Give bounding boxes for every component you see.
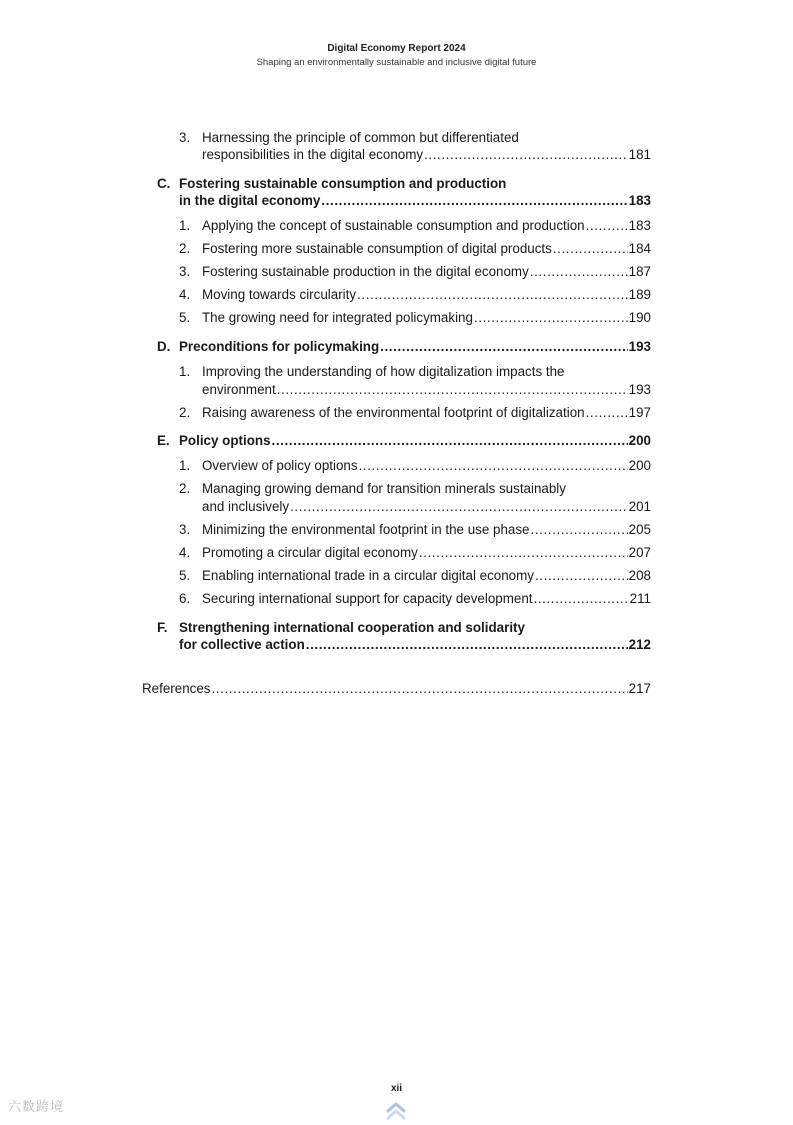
toc-entry-references[interactable]: [142, 680, 651, 698]
toc-page-number: 201: [628, 499, 651, 514]
leader-dots: [586, 404, 628, 422]
toc-entry-c2[interactable]: [202, 240, 651, 258]
toc-item-text: Promoting a circular digital economy: [202, 545, 418, 560]
toc-page-number: 200: [628, 458, 651, 473]
toc-item-text: Managing growing demand for transition minerals sustainably: [202, 481, 566, 496]
leader-dots: [553, 240, 628, 258]
toc-section-letter: F.: [157, 620, 168, 635]
toc-section-title: in the digital economy: [179, 193, 321, 208]
toc-entry-c[interactable]: [179, 192, 651, 210]
leader-dots: [290, 498, 628, 516]
toc-entry-c3[interactable]: [202, 263, 651, 281]
toc-section-title: Strengthening international cooperation and solidarity: [179, 620, 525, 635]
report-subtitle: Shaping an environmentally sustainable and inclusive digital future: [256, 57, 537, 68]
toc-page-number: 183: [628, 193, 651, 208]
chevron-up-icon: [385, 1100, 407, 1120]
toc-entry-e5[interactable]: [202, 567, 651, 585]
leader-dots: [306, 636, 628, 654]
toc-entry-e3[interactable]: [202, 521, 651, 539]
toc-item-number: 3.: [179, 522, 191, 537]
toc-item-text: responsibilities in the digital economy: [202, 147, 424, 162]
toc-section-title: Preconditions for policymaking: [179, 339, 380, 354]
toc-item-text: Harnessing the principle of common but differentiated: [202, 130, 519, 145]
toc-page-number: 184: [628, 241, 651, 256]
toc-entry-e2[interactable]: [202, 498, 651, 516]
leader-dots: [586, 217, 628, 235]
scroll-up-button[interactable]: [385, 1100, 407, 1120]
toc-page-number: 211: [629, 591, 651, 606]
toc-page-number: 189: [628, 287, 651, 302]
toc-item-number: 4.: [179, 287, 191, 302]
toc-page-number: 197: [628, 405, 651, 420]
leader-dots: [474, 309, 628, 327]
toc-section-title: Fostering sustainable consumption and production: [179, 176, 507, 191]
toc-item-number: 1.: [179, 458, 191, 473]
toc-entry-e6[interactable]: [202, 590, 651, 608]
toc-item-number: 4.: [179, 545, 191, 560]
toc-section-title: for collective action: [179, 637, 305, 652]
toc-page-number: 207: [628, 545, 651, 560]
toc-item-text: Securing international support for capacity development: [202, 591, 533, 606]
leader-dots: [535, 567, 628, 585]
toc-item-text: The growing need for integrated policymaking: [202, 310, 473, 325]
toc-entry-d1[interactable]: [202, 381, 651, 399]
toc-page-number: 212: [628, 637, 651, 652]
toc-entry-c4[interactable]: [202, 286, 651, 304]
toc-page-number: 181: [628, 147, 651, 162]
toc-item-number: 2.: [179, 241, 191, 256]
toc-entry-e1[interactable]: [202, 457, 651, 475]
watermark-logo: 六数跨境: [8, 1099, 65, 1114]
leader-dots: [272, 432, 628, 450]
toc-item-number: 2.: [179, 405, 191, 420]
leader-dots: [277, 381, 628, 399]
toc-page-number: 205: [628, 522, 651, 537]
toc-page-number: 183: [628, 218, 651, 233]
toc-item-text: Overview of policy options: [202, 458, 358, 473]
toc-item-text: Minimizing the environmental footprint in the use phase: [202, 522, 530, 537]
toc-item-number: 3.: [179, 130, 191, 145]
page-header: [0, 42, 793, 70]
toc-item-text: Applying the concept of sustainable consumption and production: [202, 218, 585, 233]
toc-item-text: Raising awareness of the environmental footprint of digitalization: [202, 405, 585, 420]
toc-page-number: 193: [628, 339, 651, 354]
toc-references-label: References: [142, 681, 211, 696]
toc-entry-d2[interactable]: [202, 404, 651, 422]
toc-section-letter: D.: [157, 339, 171, 354]
toc-item-number: 2.: [179, 481, 191, 496]
leader-dots: [419, 544, 628, 562]
toc-item-text: Enabling international trade in a circular digital economy: [202, 568, 534, 583]
toc-item-number: 3.: [179, 264, 191, 279]
toc-item-text: and inclusively: [202, 499, 290, 514]
toc-item-number: 5.: [179, 568, 191, 583]
toc-page-number: 208: [628, 568, 651, 583]
toc-page-number: 217: [628, 681, 651, 696]
page-number: xii: [390, 1083, 403, 1094]
leader-dots: [534, 590, 629, 608]
toc-page-number: 193: [628, 382, 651, 397]
leader-dots: [380, 338, 628, 356]
leader-dots: [211, 680, 627, 698]
toc-item-number: 5.: [179, 310, 191, 325]
toc-entry-e4[interactable]: [202, 544, 651, 562]
toc-entry-f[interactable]: [179, 636, 651, 654]
toc-entry-b3[interactable]: [202, 146, 651, 164]
toc-item-number: 1.: [179, 218, 191, 233]
toc-section-letter: E.: [157, 433, 170, 448]
toc-section-letter: C.: [157, 176, 171, 191]
toc-item-number: 1.: [179, 364, 191, 379]
leader-dots: [359, 457, 628, 475]
toc-section-title: Policy options: [179, 433, 271, 448]
toc-entry-d[interactable]: [179, 338, 651, 356]
toc-entry-c1[interactable]: [202, 217, 651, 235]
toc-item-number: 6.: [179, 591, 191, 606]
leader-dots: [531, 521, 628, 539]
toc-page-number: 190: [628, 310, 651, 325]
toc-item-text: Improving the understanding of how digitalization impacts the: [202, 364, 565, 379]
toc-page-number: 200: [628, 433, 651, 448]
toc-entry-c5[interactable]: [202, 309, 651, 327]
toc-item-text: environment: [202, 382, 276, 397]
toc-entry-e[interactable]: [179, 432, 651, 450]
leader-dots: [424, 146, 628, 164]
toc-page-number: 187: [628, 264, 651, 279]
toc-item-text: Moving towards circularity: [202, 287, 357, 302]
leader-dots: [357, 286, 628, 304]
leader-dots: [321, 192, 627, 210]
report-title: Digital Economy Report 2024: [327, 43, 466, 54]
leader-dots: [530, 263, 628, 281]
toc-item-text: Fostering more sustainable consumption of digital products: [202, 241, 552, 256]
toc-item-text: Fostering sustainable production in the digital economy: [202, 264, 529, 279]
